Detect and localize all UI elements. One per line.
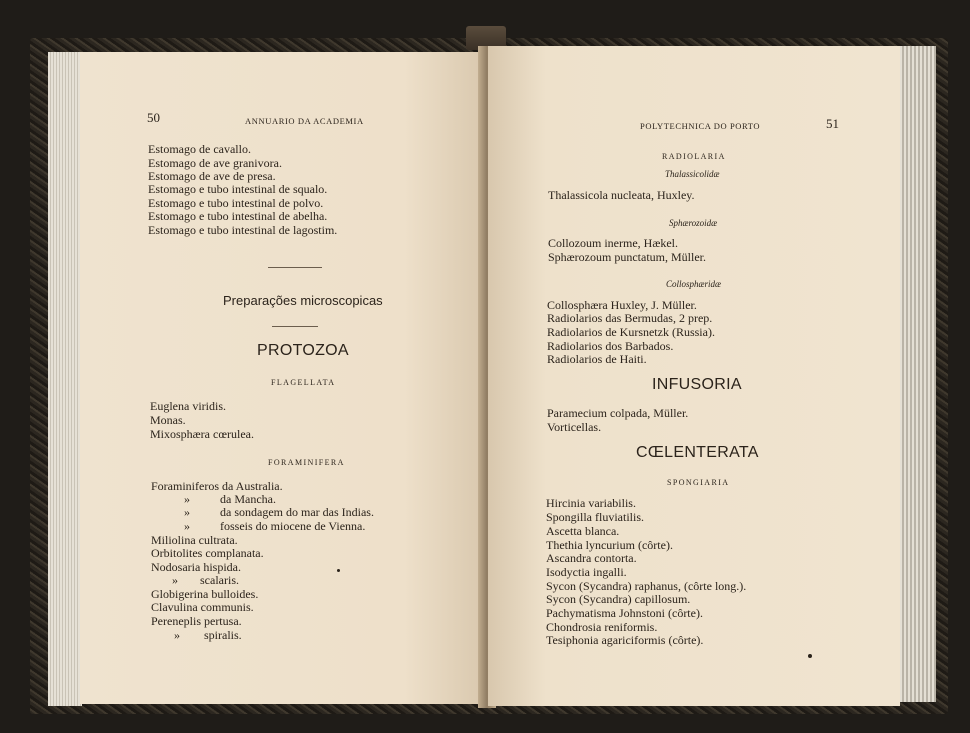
list-item: Estomago e tubo intestinal de polvo. bbox=[148, 196, 324, 210]
list-item: Estomago e tubo intestinal de squalo. bbox=[148, 182, 328, 196]
list-item: Sphærozoum punctatum, Müller. bbox=[548, 250, 706, 264]
section-divider bbox=[268, 267, 322, 268]
list-item: da sondagem do mar das Indias. bbox=[220, 505, 374, 519]
page-edges-right bbox=[898, 46, 936, 702]
list-item: Chondrosia reniformis. bbox=[546, 620, 658, 634]
list-item: Euglena viridis. bbox=[150, 399, 226, 413]
ditto-mark: » bbox=[184, 519, 190, 533]
list-item: Vorticellas. bbox=[547, 420, 602, 434]
list-item: Collozoum inerme, Hækel. bbox=[548, 236, 678, 250]
family-label-thalassicolidae: Thalassicolidæ bbox=[665, 169, 720, 179]
family-label-collosphaeridae: Collosphæridæ bbox=[666, 279, 722, 289]
list-item: Radiolarios dos Barbados. bbox=[547, 339, 674, 353]
list-item: Radiolarios de Haiti. bbox=[547, 352, 647, 366]
ditto-mark: » bbox=[184, 492, 190, 506]
heading-infusoria: INFUSORIA bbox=[652, 376, 742, 393]
list-item: Radiolarios de Kursnetzk (Russia). bbox=[547, 325, 715, 339]
group-label-flagellata: FLAGELLATA bbox=[271, 378, 336, 387]
ink-speck bbox=[808, 654, 812, 658]
list-item: Radiolarios das Bermudas, 2 prep. bbox=[547, 311, 713, 325]
list-item: Mixosphæra cœrulea. bbox=[150, 427, 254, 441]
list-item: Pachymatisma Johnstoni (côrte). bbox=[546, 606, 703, 620]
list-item: da Mancha. bbox=[220, 492, 276, 506]
list-item: Estomago de ave de presa. bbox=[148, 169, 276, 183]
list-item: fosseis do miocene de Vienna. bbox=[220, 519, 366, 533]
heading-protozoa: PROTOZOA bbox=[257, 342, 349, 359]
group-label-radiolaria: RADIOLARIA bbox=[662, 152, 726, 161]
list-item: Sycon (Sycandra) capillosum. bbox=[546, 592, 691, 606]
ditto-mark: » bbox=[172, 573, 178, 587]
section-title: Preparações microscopicas bbox=[223, 293, 383, 308]
list-item: Estomago e tubo intestinal de lagostim. bbox=[148, 223, 338, 237]
list-item: Thethia lyncurium (côrte). bbox=[546, 538, 673, 552]
left-page-number: 50 bbox=[147, 110, 160, 125]
list-item: Nodosaria hispida. bbox=[151, 560, 241, 574]
list-item: Pereneplis pertusa. bbox=[151, 614, 242, 628]
list-item: Ascandra contorta. bbox=[546, 551, 637, 565]
list-item: Miliolina cultrata. bbox=[151, 533, 238, 547]
list-item: Collosphæra Huxley, J. Müller. bbox=[547, 298, 697, 312]
list-item: Hircinia variabilis. bbox=[546, 496, 636, 510]
list-item: Estomago de ave granivora. bbox=[148, 156, 282, 170]
right-page-number: 51 bbox=[826, 116, 839, 131]
heading-coelenterata: CŒLENTERATA bbox=[636, 444, 759, 461]
list-item: Spongilla fluviatilis. bbox=[546, 510, 644, 524]
list-item: Monas. bbox=[150, 413, 186, 427]
list-item: Thalassicola nucleata, Huxley. bbox=[548, 188, 695, 202]
page-edges-left bbox=[48, 52, 82, 706]
section-divider bbox=[272, 326, 318, 327]
left-running-header: ANNUARIO DA ACADEMIA bbox=[245, 116, 364, 126]
list-item: Clavulina communis. bbox=[151, 600, 254, 614]
list-item: Isodyctia ingalli. bbox=[546, 565, 627, 579]
group-label-foraminifera: FORAMINIFERA bbox=[268, 458, 345, 467]
list-item: Paramecium colpada, Müller. bbox=[547, 406, 689, 420]
ditto-mark: » bbox=[174, 628, 180, 642]
list-item: Sycon (Sycandra) raphanus, (côrte long.). bbox=[546, 579, 747, 593]
list-item: Ascetta blanca. bbox=[546, 524, 620, 538]
right-running-header: POLYTECHNICA DO PORTO bbox=[640, 121, 761, 131]
list-item: Foraminiferos da Australia. bbox=[151, 479, 283, 493]
list-item: Orbitolites complanata. bbox=[151, 546, 264, 560]
family-label-sphaerozoidae: Sphærozoidæ bbox=[669, 218, 718, 228]
ink-speck bbox=[337, 569, 340, 572]
list-item: Estomago e tubo intestinal de abelha. bbox=[148, 209, 328, 223]
list-item: Estomago de cavallo. bbox=[148, 142, 251, 156]
list-item: Tesiphonia agariciformis (côrte). bbox=[546, 633, 704, 647]
list-item: Globigerina bulloides. bbox=[151, 587, 259, 601]
group-label-spongiaria: SPONGIARIA bbox=[667, 478, 730, 487]
list-item: spiralis. bbox=[204, 628, 242, 642]
ditto-mark: » bbox=[184, 505, 190, 519]
list-item: scalaris. bbox=[200, 573, 239, 587]
